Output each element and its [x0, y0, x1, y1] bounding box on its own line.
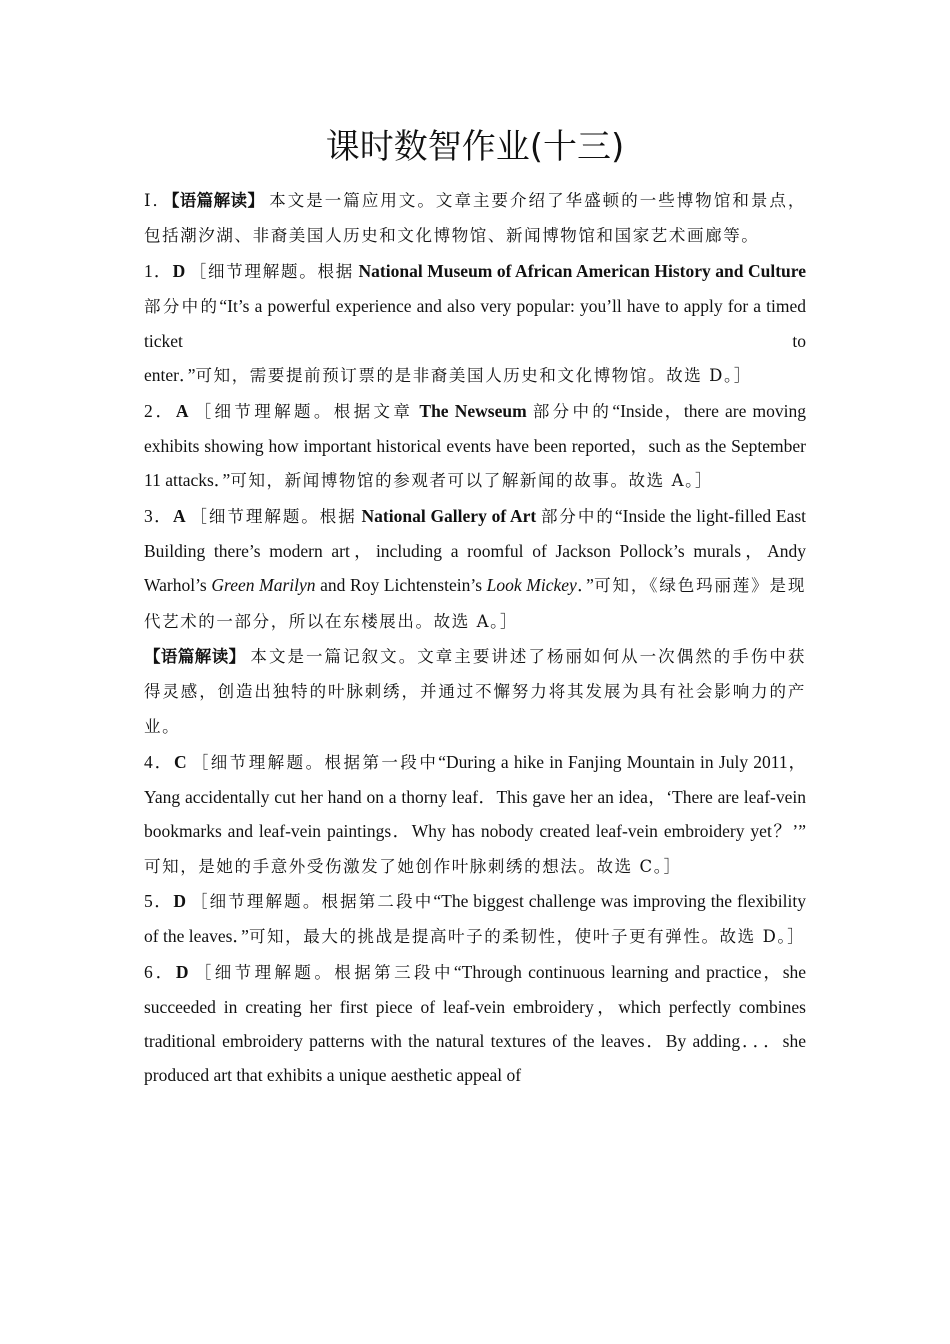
q3-quote-b: and Roy Lichtenstein’s — [315, 575, 487, 596]
q6-answer: D — [175, 961, 189, 982]
answer-item-2 — [144, 394, 806, 499]
q2-bold: The Newseum — [419, 400, 527, 421]
section2-label: 【语篇解读】 — [144, 646, 246, 666]
q5-pre: ［细节理解题。根据第二段中 — [190, 891, 434, 911]
q1-answer: D — [172, 260, 186, 281]
q1-quote: “It’s a powerful experience and also very popular: you’ll have to apply for a timed ticket to enter．” — [144, 295, 806, 386]
section2-intro — [144, 639, 806, 745]
q4-post: 可知，是她的手意外受伤激发了她创作叶脉刺绣的想法。故选 C。］ — [144, 856, 682, 876]
q5-quote: “The biggest challenge was improving the flexibility of the leaves．” — [144, 890, 807, 947]
q6-pre: ［细节理解题。根据第三段中 — [194, 962, 454, 982]
q3-mid: 部分中的 — [540, 506, 615, 526]
q6-quote: “Through continuous learning and practice，she succeeded in creating her first piece of leaf-vein embroidery，which perfectly combines traditional embroidery patterns with the natural textures of the leaves．By adding．．．she produced art that exhibits a unique aesthetic appeal of — [144, 961, 807, 1086]
q6-number: 6． — [144, 961, 176, 982]
answer-item-3 — [144, 499, 806, 639]
answer-content — [144, 183, 806, 1093]
q4-quote: “During a hike in Fanjing Mountain in July 2011，Yang accidentally cut her hand on a thorny leaf．This gave her an idea，‘There are leaf-vein bookmarks and leaf-vein paintings．Why has nobody created leaf-vein embroidery yet？’” — [144, 751, 807, 842]
section2-summary: 本文是一篇记叙文。文章主要讲述了杨丽如何从一次偶然的手伤中获得灵感，创造出独特的叶脉刺绣，并通过不懈努力将其发展为具有社会影响力的产业。 — [144, 646, 807, 737]
q5-answer: D — [173, 890, 186, 911]
q2-answer: A — [175, 400, 189, 421]
q3-quote-a: “Inside the light-filled East Building there’s modern art，including a roomful of Jackson Pollock’s murals，Andy Warhol’s — [144, 505, 807, 596]
q2-pre: ［细节理解题。根据文章 — [194, 401, 414, 421]
q1-pre: ［细节理解题。根据 — [189, 261, 355, 281]
q4-pre: ［细节理解题。根据第一段中 — [191, 752, 439, 772]
q5-post: 可知，最大的挑战是提高叶子的柔韧性，使叶子更有弹性。故选 D。］ — [248, 927, 806, 947]
answer-item-6 — [144, 955, 806, 1093]
q2-mid: 部分中的 — [532, 401, 613, 421]
q1-mid: 部分中的 — [144, 296, 220, 316]
q3-answer: A — [173, 505, 186, 526]
q2-post: 可知，新闻博物馆的参观者可以了解新闻的故事。故选 A。］ — [230, 471, 714, 491]
q2-quote: “Inside，there are moving exhibits showing how important historical events have been reported，such as the September 11 attacks．” — [144, 400, 807, 491]
section1-label: 【语篇解读】 — [171, 191, 265, 210]
section1-intro — [144, 183, 806, 254]
answer-item-1 — [144, 254, 806, 394]
section1-summary: 本文是一篇应用文。文章主要介绍了华盛顿的一些博物馆和景点，包括潮汐湖、非裔美国人历史和文化博物馆、新闻博物馆和国家艺术画廊等。 — [144, 191, 807, 246]
answer-item-4 — [144, 745, 806, 884]
q3-number: 3． — [144, 505, 174, 526]
q3-italic-1: Green Marilyn — [211, 575, 316, 596]
q3-italic-2: Look Mickey — [486, 575, 577, 596]
section1-prefix: Ⅰ． — [144, 191, 172, 210]
page-title: 课时数智作业(十三) — [325, 127, 625, 167]
q2-number: 2． — [144, 400, 176, 421]
q5-number: 5． — [144, 890, 174, 911]
q3-post: 可知，《绿色玛丽莲》是现代艺术的一部分，所以在东楼展出。故选 A。］ — [144, 576, 806, 631]
answer-item-5 — [144, 884, 806, 955]
q4-number: 4． — [144, 751, 174, 772]
q1-number: 1． — [144, 260, 173, 281]
q1-bold: National Museum of African American History and Culture — [358, 260, 807, 281]
q4-answer: C — [173, 751, 187, 772]
q3-pre: ［细节理解题。根据 — [190, 506, 357, 526]
q3-quote-c: ．” — [576, 575, 594, 596]
q3-bold: National Gallery of Art — [361, 505, 537, 526]
q1-post: 可知，需要提前预订票的是非裔美国人历史和文化博物馆。故选 D。］ — [195, 366, 752, 386]
